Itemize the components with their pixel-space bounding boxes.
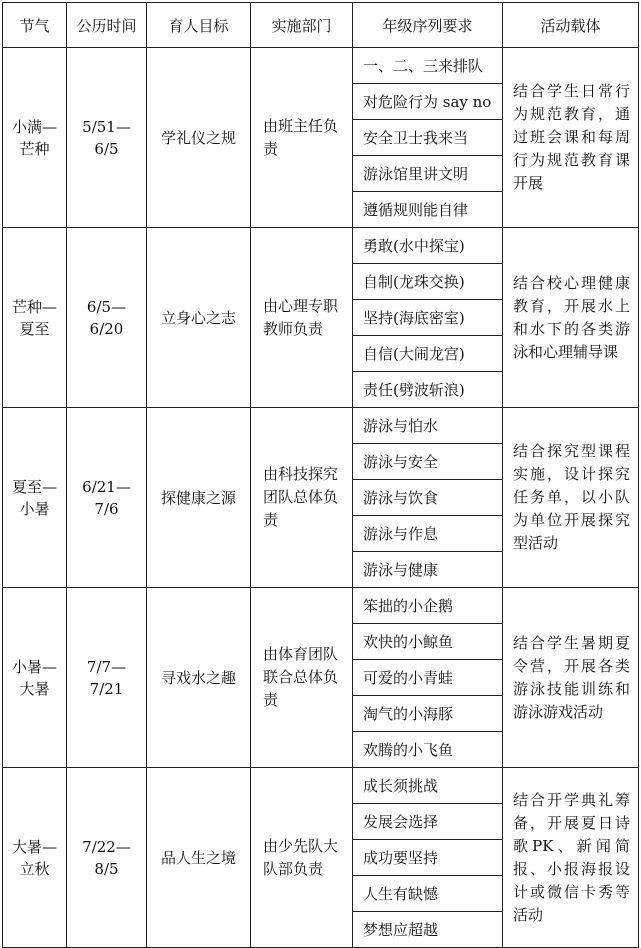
dept-cell: 由科技探究团队总体负责 (251, 408, 353, 588)
grade-cell: 欢快的小鲸鱼 (353, 624, 503, 660)
grade-cell: 游泳与健康 (353, 552, 503, 588)
grade-cell: 自信(大闹龙宫) (353, 336, 503, 372)
table-row (3, 48, 639, 84)
grade-cell: 坚持(海底密室) (353, 300, 503, 336)
grade-cell: 梦想应超越 (353, 912, 503, 948)
dept-cell: 由少先队大队部负责 (251, 768, 353, 948)
goal-cell: 探健康之源 (147, 408, 251, 588)
grade-cell: 可爱的小青蛙 (353, 660, 503, 696)
grade-cell: 一、二、三来排队 (353, 48, 503, 84)
goal-cell: 学礼仪之规 (147, 48, 251, 228)
table-body (3, 48, 639, 948)
term-cell: 夏至— 小暑 (3, 408, 67, 588)
grade-cell: 游泳与安全 (353, 444, 503, 480)
header-dept: 实施部门 (251, 3, 353, 48)
date-cell: 6/5— 6/20 (67, 228, 147, 408)
dept-cell: 由心理专职教师负责 (251, 228, 353, 408)
table-row (3, 588, 639, 624)
date-cell: 6/21— 7/6 (67, 408, 147, 588)
term-cell: 小满— 芒种 (3, 48, 67, 228)
header-row (3, 3, 639, 48)
activity-cell: 结合探究型课程实施，设计探究任务单，以小队为单位开展探究型活动 (503, 408, 639, 588)
goal-cell: 品人生之境 (147, 768, 251, 948)
activity-cell: 结合学生暑期夏令营，开展各类游泳技能训练和游泳游戏活动 (503, 588, 639, 768)
grade-cell: 人生有缺憾 (353, 876, 503, 912)
header-grade: 年级序列要求 (353, 3, 503, 48)
grade-cell: 对危险行为 say no (353, 84, 503, 120)
activity-cell: 结合校心理健康教育，开展水上和水下的各类游泳和心理辅导课 (503, 228, 639, 408)
date-cell: 7/22— 8/5 (67, 768, 147, 948)
grade-cell: 淘气的小海豚 (353, 696, 503, 732)
grade-cell: 游泳馆里讲文明 (353, 156, 503, 192)
grade-cell: 游泳与作息 (353, 516, 503, 552)
grade-cell: 遵循规则能自律 (353, 192, 503, 228)
grade-cell: 欢腾的小飞鱼 (353, 732, 503, 768)
dept-cell: 由体育团队联合总体负责 (251, 588, 353, 768)
grade-cell: 成功要坚持 (353, 840, 503, 876)
term-cell: 大暑— 立秋 (3, 768, 67, 948)
table-row (3, 228, 639, 264)
date-cell: 7/7— 7/21 (67, 588, 147, 768)
grade-cell: 游泳与怕水 (353, 408, 503, 444)
grade-cell: 责任(劈波斩浪) (353, 372, 503, 408)
grade-cell: 勇敢(水中探宝) (353, 228, 503, 264)
activity-cell: 结合学生日常行为规范教育，通过班会课和每周行为规范教育课开展 (503, 48, 639, 228)
term-cell: 小暑— 大暑 (3, 588, 67, 768)
goal-cell: 立身心之志 (147, 228, 251, 408)
grade-cell: 游泳与饮食 (353, 480, 503, 516)
grade-cell: 自制(龙珠交换) (353, 264, 503, 300)
grade-cell: 成长须挑战 (353, 768, 503, 804)
activity-cell: 结合开学典礼筹备，开展夏日诗歌PK、新闻简报、小报海报设计或微信卡秀等活动 (503, 768, 639, 948)
table-row (3, 768, 639, 804)
date-cell: 5/51— 6/5 (67, 48, 147, 228)
header-term: 节气 (3, 3, 67, 48)
header-activity: 活动载体 (503, 3, 639, 48)
term-cell: 芒种— 夏至 (3, 228, 67, 408)
activity-schedule-table (2, 2, 639, 948)
dept-cell: 由班主任负责 (251, 48, 353, 228)
grade-cell: 发展会选择 (353, 804, 503, 840)
header-goal: 育人目标 (147, 3, 251, 48)
header-date: 公历时间 (67, 3, 147, 48)
grade-cell: 安全卫士我来当 (353, 120, 503, 156)
grade-cell: 笨拙的小企鹅 (353, 588, 503, 624)
table-row (3, 408, 639, 444)
goal-cell: 寻戏水之趣 (147, 588, 251, 768)
